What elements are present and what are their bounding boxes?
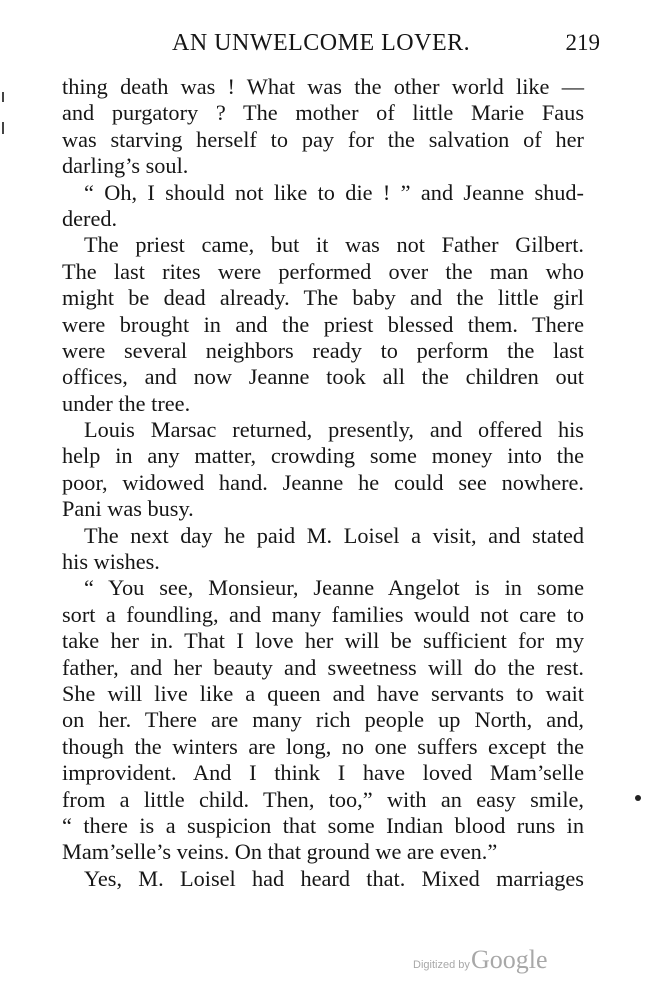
google-watermark: Google	[471, 945, 548, 974]
text-line: “ there is a suspicion that some Indian blood runs in	[62, 812, 584, 838]
text-line: Louis Marsac returned, presently, and offered his	[84, 417, 584, 443]
text-line: thing death was ! What was the other world like —	[62, 74, 584, 99]
text-line: were several neighbors ready to perform the last	[62, 337, 584, 363]
margin-mark	[2, 122, 4, 134]
text-line: improvident. And I think I have loved Mam’selle	[62, 760, 584, 786]
text-line: his wishes.	[62, 549, 160, 575]
text-line: offices, and now Jeanne took all the children out	[62, 364, 584, 390]
text-line: The last rites were performed over the man who	[62, 258, 584, 284]
text-line: Pani was busy.	[62, 496, 194, 522]
text-line: The priest came, but it was not Father Gilbert.	[84, 232, 584, 258]
text-line: take her in. That I love her will be sufficient for my	[62, 628, 584, 654]
text-line: though the winters are long, no one suffers except the	[62, 733, 584, 759]
digitized-by-label: Digitized by	[413, 959, 470, 971]
text-line: on her. There are many rich people up North, and,	[62, 707, 584, 733]
text-line: Yes, M. Loisel had heard that. Mixed marriages	[84, 865, 584, 891]
text-line: “ You see, Monsieur, Jeanne Angelot is in some	[84, 575, 584, 601]
page-header	[62, 30, 600, 60]
page-number: 219	[565, 30, 600, 55]
running-title: AN UNWELCOME LOVER.	[172, 30, 471, 56]
text-line: dered.	[62, 205, 118, 231]
text-line: under the tree.	[62, 390, 191, 416]
text-line: darling’s soul.	[62, 153, 189, 179]
text-line: and purgatory ? The mother of little Marie Faus	[62, 100, 584, 126]
text-line: sort a foundling, and many families would not care to	[62, 601, 584, 627]
ink-speck	[635, 795, 641, 801]
text-line: Mam’selle’s veins. On that ground we are even.”	[62, 839, 498, 865]
text-line: She will live like a queen and have servants to wait	[62, 680, 584, 706]
body-text	[62, 74, 584, 892]
text-line: might be dead already. The baby and the little girl	[62, 285, 584, 311]
text-line: were brought in and the priest blessed them. There	[62, 311, 584, 337]
text-line: from a little child. Then, too,” with an easy smile,	[62, 786, 584, 812]
text-line: “ Oh, I should not like to die ! ” and Jeanne shud-	[84, 179, 584, 205]
text-line: help in any matter, crowding some money into the	[62, 443, 584, 469]
margin-mark	[2, 92, 4, 102]
text-line: The next day he paid M. Loisel a visit, and stated	[84, 522, 584, 548]
text-line: was starving herself to pay for the salvation of her	[62, 126, 584, 152]
text-line: poor, widowed hand. Jeanne he could see nowhere.	[62, 469, 584, 495]
digitization-watermark	[413, 945, 553, 975]
text-line: father, and her beauty and sweetness will do the rest.	[62, 654, 584, 680]
